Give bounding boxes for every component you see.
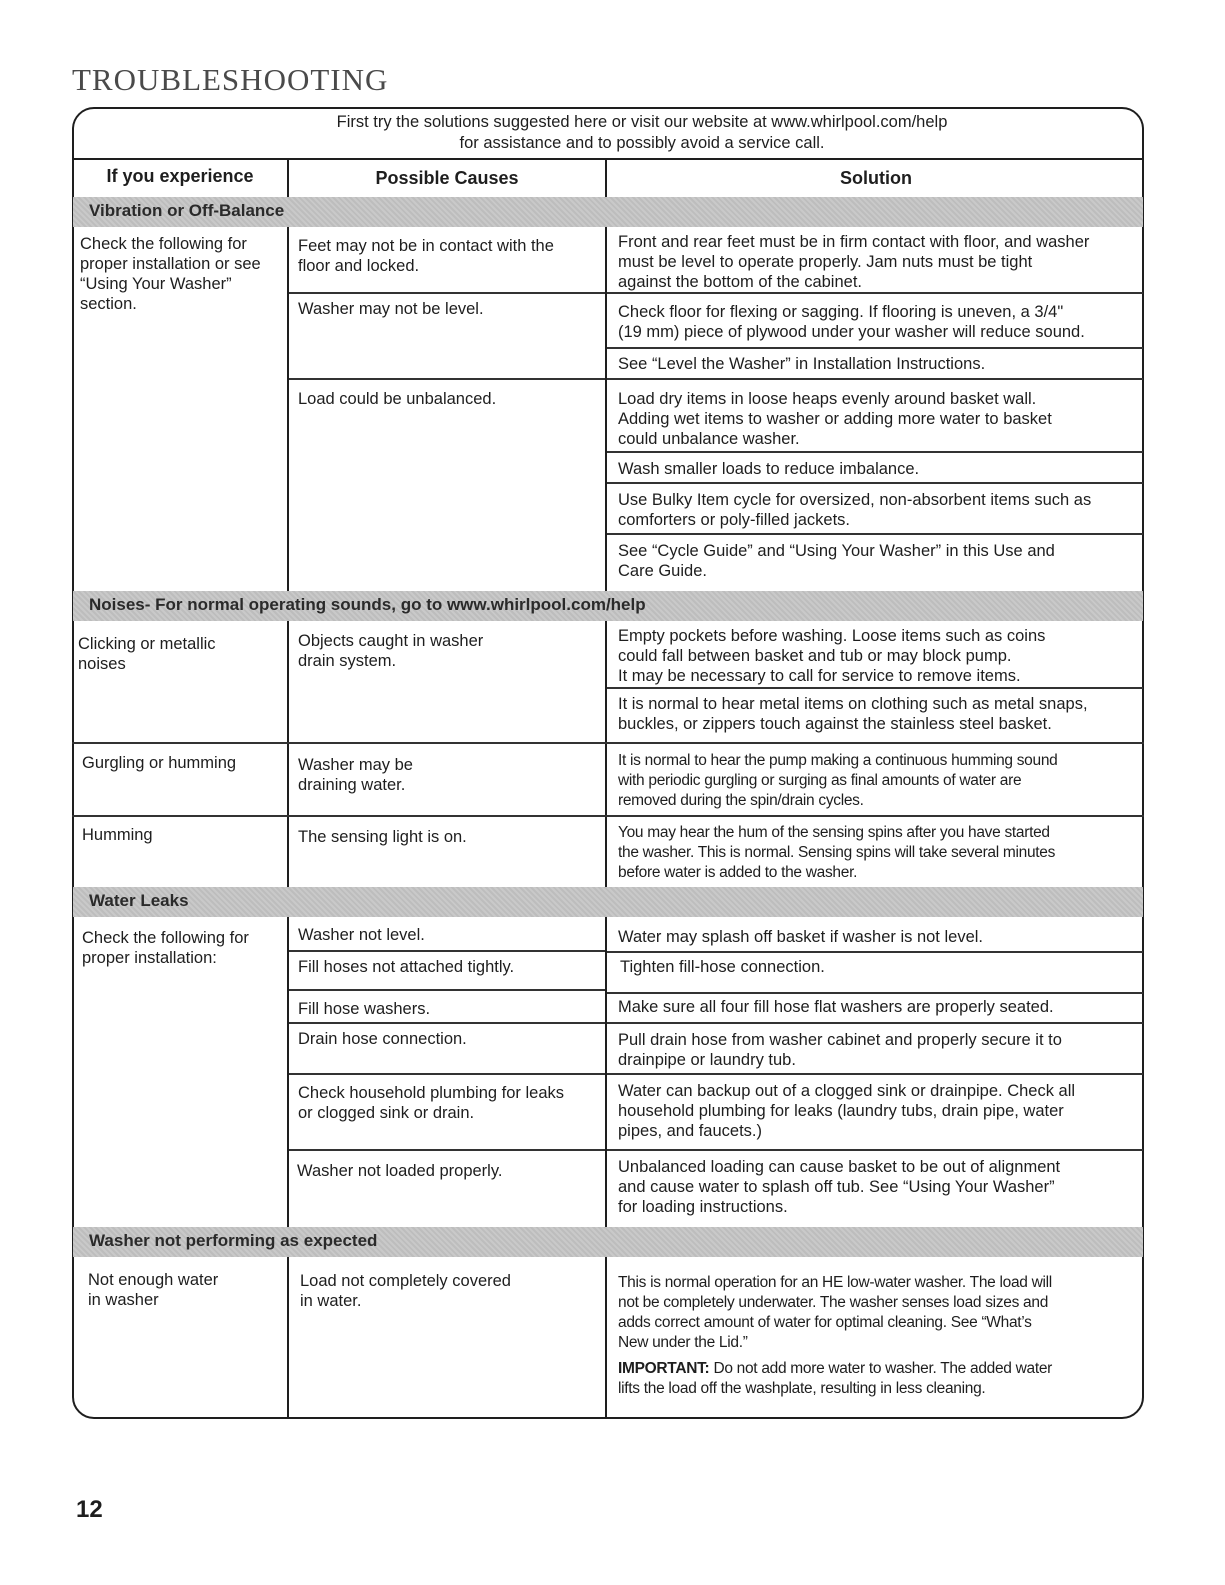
leaks-cause-drain-hose: Drain hose connection. [298, 1030, 467, 1048]
noises-solution-sensing-spins: You may hear the hum of the sensing spins after you have started the washer. This is normal. Sensing spins will take several minutes before water is added to the washer. [618, 824, 1056, 881]
rule [289, 292, 605, 294]
rule [607, 1073, 1143, 1075]
leaks-solution-tighten: Tighten fill-hose connection. [620, 958, 825, 976]
section-title-noises: Noises- For normal operating sounds, go to www.whirlpool.com/help [89, 595, 646, 614]
rule [607, 992, 1143, 994]
vibration-experience: Check the following for proper installation or see “Using Your Washer” section. [80, 235, 261, 313]
page-title: TROUBLESHOOTING [72, 62, 389, 97]
rule [607, 292, 1143, 294]
rule [607, 1022, 1143, 1024]
section-title-vibration: Vibration or Off-Balance [89, 201, 285, 220]
rule [289, 1073, 605, 1075]
rule [607, 378, 1143, 380]
leaks-cause-fill-hoses: Fill hoses not attached tightly. [298, 958, 515, 976]
noises-cause-objects: Objects caught in washer drain system. [298, 632, 484, 670]
vibration-cause-feet: Feet may not be in contact with the floor and locked. [298, 237, 554, 275]
header-causes: Possible Causes [375, 168, 519, 188]
noises-solution-metal-items: It is normal to hear metal items on clothing such as metal snaps, buckles, or zippers touch against the stainless steel basket. [618, 695, 1088, 733]
performing-solution: This is normal operation for an HE low-water washer. The load will not be completely underwater. The washer senses load sizes and adds correct amount of water for optimal cleaning. See “What’s New under the Lid.” [618, 1274, 1052, 1351]
intro-text [72, 112, 1212, 154]
noises-cause-draining: Washer may be draining water. [298, 756, 413, 794]
noises-solution-pump: It is normal to hear the pump making a continuous humming sound with periodic gurgling or surging as final amounts of water are removed during the spin/drain cycles. [618, 752, 1058, 809]
rule [607, 347, 1143, 349]
vibration-solution-load-dry: Load dry items in loose heaps evenly around basket wall. Adding wet items to washer or adding more water to basket could unbalance washer. [618, 390, 1052, 448]
leaks-solution-plumbing: Water can backup out of a clogged sink or drainpipe. Check all household plumbing for leaks (laundry tubs, drain pipe, water pipes, and faucets.) [618, 1082, 1076, 1140]
rule [289, 989, 605, 991]
rule [607, 951, 1143, 953]
important-label: IMPORTANT: [618, 1360, 710, 1377]
section-band-noises [73, 591, 1143, 621]
vibration-solution-bulky: Use Bulky Item cycle for oversized, non-absorbent items such as comforters or poly-filled jackets. [618, 491, 1092, 529]
leaks-solution-unbalanced-loading: Unbalanced loading can cause basket to be out of alignment and cause water to splash off tub. See “Using Your Washer” for loading instructions. [618, 1158, 1061, 1216]
section-title-performing: Washer not performing as expected [89, 1231, 378, 1250]
vibration-cause-level: Washer may not be level. [298, 300, 484, 318]
rule [607, 482, 1143, 484]
rule [289, 378, 605, 380]
header-solution: Solution [840, 168, 912, 188]
leaks-solution-drain-hose: Pull drain hose from washer cabinet and properly secure it to drainpipe or laundry tub. [618, 1031, 1062, 1069]
vibration-solution-cycle-guide: See “Cycle Guide” and “Using Your Washer” in this Use and Care Guide. [618, 542, 1055, 580]
noises-experience-clicking: Clicking or metallic noises [78, 635, 216, 673]
leaks-cause-loaded: Washer not loaded properly. [297, 1162, 503, 1180]
header-experience: If you experience [106, 166, 254, 186]
vibration-solution-level-washer: See “Level the Washer” in Installation Instructions. [618, 355, 986, 373]
rule [72, 815, 1144, 817]
noises-experience-gurgling: Gurgling or humming [82, 754, 237, 772]
header-top-rule [72, 158, 1144, 160]
section-band-performing [73, 1227, 1143, 1257]
noises-solution-pockets: Empty pockets before washing. Loose items such as coins could fall between basket and tub or may block pump. It may be necessary to call for service to remove items. [618, 627, 1046, 685]
vibration-cause-unbalanced: Load could be unbalanced. [298, 390, 497, 408]
leaks-solution-flat-washers: Make sure all four fill hose flat washers are properly seated. [618, 998, 1054, 1016]
rule [607, 1149, 1143, 1151]
leaks-solution-splash: Water may splash off basket if washer is not level. [618, 928, 983, 946]
rule [72, 742, 1144, 744]
section-band-leaks [73, 887, 1143, 917]
vibration-solution-feet: Front and rear feet must be in firm contact with floor, and washer must be level to operate properly. Jam nuts must be tight against the bottom of the cabinet. [618, 233, 1090, 291]
vibration-solution-floor: Check floor for flexing or sagging. If flooring is uneven, a 3/4" (19 mm) piece of plywood under your washer will reduce sound. [618, 303, 1085, 341]
leaks-cause-not-level: Washer not level. [298, 926, 425, 944]
rule [607, 533, 1143, 535]
section-title-leaks: Water Leaks [89, 891, 189, 910]
leaks-cause-plumbing: Check household plumbing for leaks or clogged sink or drain. [298, 1084, 564, 1122]
performing-cause: Load not completely covered in water. [300, 1272, 511, 1310]
section-band-vibration [73, 197, 1143, 227]
noises-experience-humming: Humming [82, 826, 153, 844]
important-text: Do not add more water to washer. The added water lifts the load off the washplate, resulting in less cleaning. [618, 1360, 1053, 1397]
vibration-solution-smaller-loads: Wash smaller loads to reduce imbalance. [618, 460, 920, 478]
page-number: 12 [76, 1496, 103, 1523]
performing-important [618, 1359, 1143, 1399]
leaks-cause-hose-washers: Fill hose washers. [298, 1000, 431, 1018]
rule [607, 451, 1143, 453]
performing-experience: Not enough water in washer [88, 1271, 219, 1309]
rule [289, 1149, 605, 1151]
intro-line-2: for assistance and to possibly avoid a service call. [459, 134, 825, 152]
noises-cause-sensing: The sensing light is on. [298, 828, 467, 846]
leaks-experience: Check the following for proper installation: [82, 929, 249, 967]
rule [289, 950, 605, 952]
rule [607, 687, 1143, 689]
intro-line-1: First try the solutions suggested here or visit our website at www.whirlpool.com/help [336, 113, 948, 131]
rule [289, 1022, 605, 1024]
